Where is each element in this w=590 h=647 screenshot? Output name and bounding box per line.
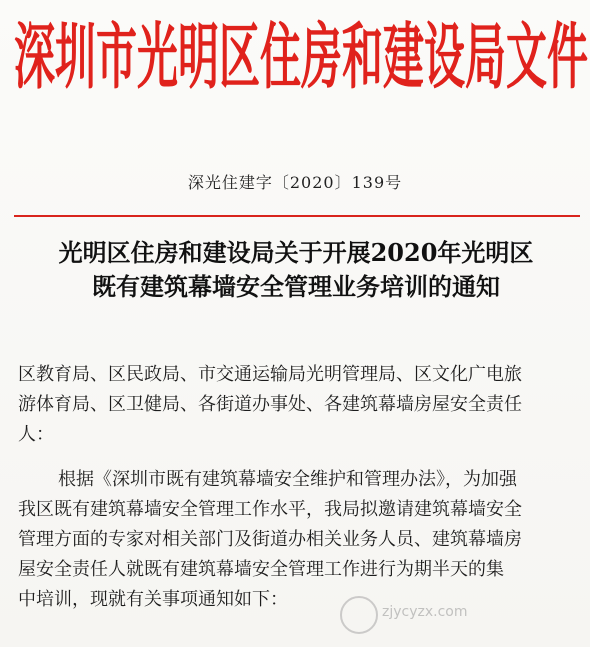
body-line-1: 根据《深圳市既有建筑幕墙安全维护和管理办法》，为加强 <box>58 469 517 490</box>
document-number: 深光住建字〔2020〕139号 <box>187 173 403 192</box>
watermark-text: zjycyzx.com <box>382 604 468 620</box>
body-line-5: 中培训，现就有关事项通知如下： <box>18 589 288 610</box>
addressees-line-3: 人： <box>18 424 54 445</box>
notice-title-line-1: 光明区住房和建设局关于开展2020年光明区 <box>58 238 534 267</box>
notice-title <box>14 236 578 304</box>
watermark <box>340 596 560 636</box>
addressees-line-1: 区教育局、区民政局、市交通运输局光明管理局、区文化广电旅 <box>18 364 522 385</box>
masthead-title: 深圳市光明区住房和建设局文件 <box>14 15 588 99</box>
notice-title-line-2: 既有建筑幕墙安全管理业务培训的通知 <box>92 272 500 301</box>
addressees <box>18 360 578 450</box>
body-line-2: 我区既有建筑幕墙安全管理工作水平，我局拟邀请建筑幕墙安全 <box>18 499 522 520</box>
addressees-line-2: 游体育局、区卫健局、各街道办事处、各建筑幕墙房屋安全责任 <box>18 394 522 415</box>
body-line-3: 管理方面的专家对相关部门及街道办相关业务人员、建筑幕墙房 <box>18 529 522 550</box>
watermark-logo-icon <box>340 596 378 634</box>
red-divider-line <box>14 215 580 217</box>
body-paragraph <box>18 465 578 615</box>
body-line-4: 屋安全责任人就既有建筑幕墙安全管理工作进行为期半天的集 <box>18 559 504 580</box>
